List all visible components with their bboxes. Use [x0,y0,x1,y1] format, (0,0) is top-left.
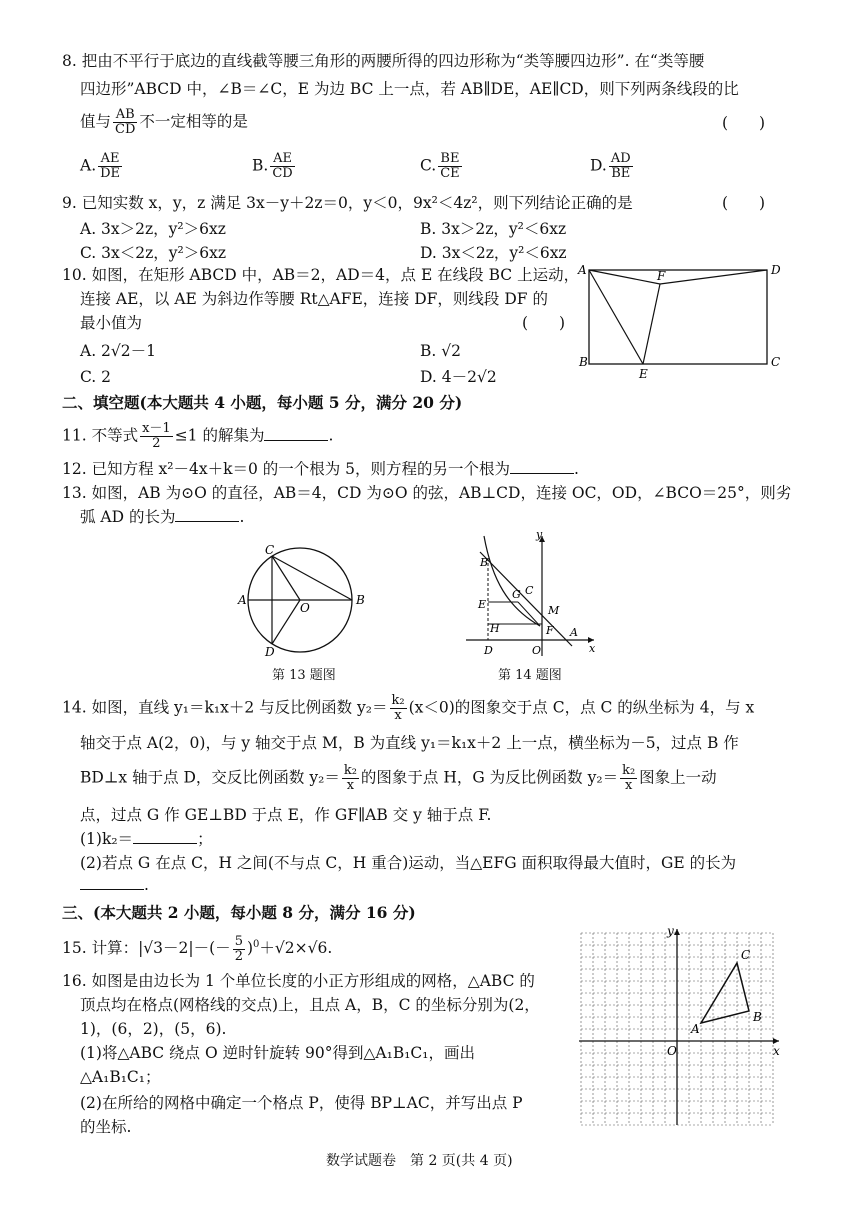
q11-fraction [140,422,173,451]
frac-den: CD [272,166,293,181]
q16-grid-figure [575,925,785,1130]
frac-den: 2 [152,436,161,451]
frac-num: k₂ [343,763,357,778]
q14-graph-figure [462,528,602,658]
frac-num: k₂ [622,763,636,778]
q15-paren-left: (－ [209,939,231,958]
q8-text-post: 不一定相等的是 [139,112,248,131]
q14-line3-a: BD⊥x 轴于点 D，交反比例函数 y₂＝ [80,768,340,787]
frac-num: 5 [234,933,243,949]
q16-line1: 16. 如图是由边长为 1 个单位长度的小正方形组成的网格，△ABC 的 [62,972,535,990]
q9-stem: 9. 已知实数 x，y，z 满足 3x－y＋2z＝0，y＜0，9x²＜4z²，则下列结论正确的是 [62,194,633,212]
q8-option-c [420,152,464,181]
label-a: A [691,1022,700,1036]
q14-sub2: (2)若点 G 在点 C，H 之间(不与点 C，H 重合)运动，当△EFG 面积取得最大值时，GE 的长为 [80,854,737,872]
q14-line3-b: 的图象于点 H，G 为反比例函数 y₂＝ [360,768,619,787]
answer-blank[interactable] [510,459,574,474]
label-a: A [578,263,587,277]
q8-option-d [590,152,635,181]
section-2-title: 二、填空题(本大题共 4 小题，每小题 5 分，满分 20 分) [62,393,463,412]
frac-den: 2 [234,948,243,964]
frac-num: x－1 [142,421,171,436]
q12-end: . [574,460,579,478]
q13-line2-text: 弧 AD 的长为 [80,508,176,526]
q8-line3 [80,108,248,137]
frac-den: x [346,778,355,793]
frac-num: BE [438,152,461,167]
q9-answer-paren: ( ) [722,194,766,212]
q14-fraction-3 [620,764,637,793]
frac-num: AE [270,152,294,167]
label-a: A [570,626,578,639]
q10-option-b: B. √2 [420,342,461,360]
label-f: F [657,269,666,283]
label-f: F [546,624,554,637]
q9-option-a: A. 3x＞2z，y²＞6xz [80,220,226,238]
q16-line6: (2)在所给的网格中确定一个格点 P，使得 BP⊥AC，并写出点 P [80,1094,523,1112]
q12-text: 12. 已知方程 x²－4x＋k＝0 的一个根为 5，则方程的另一个根为 [62,460,511,478]
label-e: E [478,598,487,611]
answer-blank[interactable] [175,507,239,522]
label-b: B [480,556,489,569]
option-fraction [270,152,294,181]
page-footer: 数学试题卷 第 2 页(共 4 页) [326,1153,513,1169]
frac-num: k₂ [391,693,405,708]
label-b: B [356,593,365,607]
q14-line1-b: (x＜0)的图象交于点 C，点 C 的纵坐标为 4，与 x [408,698,755,717]
label-d: D [484,644,493,657]
label-d: D [265,645,275,658]
q14-sub2-end: . [144,876,149,894]
q14-sub1 [80,828,213,850]
label-b: B [753,1010,762,1024]
label-b: B [579,355,588,369]
q10-option-c: C. 2 [80,368,112,386]
q15 [62,934,332,964]
label-x: x [589,642,596,655]
q13-caption: 第 13 题图 [272,668,336,683]
q15-exponent: 0 [253,939,260,950]
q16-line2: 顶点均在格点(网格线的交点)上，且点 A，B，C 的坐标分别为(2， [80,996,540,1014]
answer-blank[interactable] [133,829,197,844]
q8-text-pre: 值与 [80,112,112,131]
q15-paren-right: ) [246,939,254,958]
label-h: H [490,622,500,635]
label-m: M [548,604,560,617]
q13-circle-figure [232,540,372,658]
q14-line2: 轴交于点 A(2，0)，与 y 轴交于点 M，B 为直线 y₁＝k₁x＋2 上一点，横坐标为－5，过点 B 作 [80,734,739,752]
label-o: O [532,644,542,657]
q16-line5: △A₁B₁C₁； [80,1068,161,1086]
q10-line3: 最小值为 [80,314,143,332]
q13-line1: 13. 如图，AB 为⊙O 的直径，AB＝4，CD 为⊙O 的弦，AB⊥CD，连接 OC，OD，∠BCO＝25°，则劣 [62,484,792,502]
option-label: D. [590,156,607,175]
q16-line3: 1)，(6，2)，(5，6). [80,1020,227,1038]
q14-sub1-b: ； [197,830,213,848]
q10-answer-paren: ( ) [522,314,566,332]
frac-den: x [624,778,633,793]
q16-line4: (1)将△ABC 绕点 O 逆时针旋转 90°得到△A₁B₁C₁，画出 [80,1044,476,1062]
option-fraction [609,152,633,181]
label-x: x [773,1044,780,1058]
q10-option-a: A. 2√2－1 [80,342,157,360]
q10-rectangle-figure [575,262,785,380]
frac-den: BE [611,166,631,181]
label-a: A [238,593,247,607]
frac-den: DE [100,166,121,181]
q8-frac-num: AB [113,108,137,123]
frac-den: x [394,708,402,723]
label-c: C [741,948,751,962]
q8-fraction [113,108,137,137]
q14-sub1-a: (1)k₂＝ [80,830,134,848]
frac-num: AD [610,151,631,166]
option-fraction [98,152,122,181]
q14-fraction-2 [342,764,359,793]
label-o: O [667,1044,677,1058]
q11-end: . [328,426,334,445]
q10-option-d: D. 4－2√2 [420,368,497,386]
q9-option-b: B. 3x＞2z，y²＜6xz [420,220,567,238]
q14-fraction-1 [390,694,407,723]
q9-option-d: D. 3x＜2z，y²＜6xz [420,244,567,262]
option-fraction [438,152,461,181]
label-o: O [300,601,310,615]
q8-option-a [80,152,124,181]
label-g: G [512,588,521,601]
q14-line1-a: 14. 如图，直线 y₁＝k₁x＋2 与反比例函数 y₂＝ [62,698,388,717]
label-c: C [265,543,275,557]
q8-line1: 8. 把由不平行于底边的直线截等腰三角形的两腰所得的四边形称为“类等腰四边形”. 在“类等腰 [62,52,705,70]
label-y: y [536,528,543,541]
q11 [62,422,333,451]
q8-line2: 四边形”ABCD 中，∠B＝∠C，E 为边 BC 上一点，若 AB∥DE，AE∥CD，则下列两条线段的比 [80,80,739,98]
label-d: D [771,263,781,277]
q15-post: ＋√2×√6. [259,939,333,958]
q16-line7: 的坐标. [80,1118,132,1136]
q14-line3 [80,764,717,793]
q12 [62,458,579,480]
option-label: A. [80,156,97,175]
q13-line2 [80,506,244,528]
q11-post: ≤1 的解集为 [174,426,265,445]
q14-line4: 点，过点 G 作 GE⊥BD 于点 E，作 GF∥AB 交 y 轴于点 F. [80,806,492,824]
q15-pre: 15. 计算：|√3－2|－ [62,939,210,958]
q14-line3-c: 图象上一动 [639,768,717,787]
label-c: C [771,355,781,369]
q11-pre: 11. 不等式 [62,426,139,445]
q8-answer-paren: ( ) [722,114,766,132]
section-3-title: 三、(本大题共 2 小题，每小题 8 分，满分 16 分) [62,903,416,922]
q8-option-b [252,152,297,181]
q14-caption: 第 14 题图 [498,668,562,683]
q13-end: . [239,508,245,526]
q14-sub2-answer [80,874,149,896]
q14-line1 [62,694,754,723]
option-label: B. [252,156,269,175]
q10-line1: 10. 如图，在矩形 ABCD 中，AB＝2，AD＝4，点 E 在线段 BC 上运动， [62,266,580,284]
q9-option-c: C. 3x＜2z，y²＞6xz [80,244,227,262]
label-c: C [525,584,534,597]
q15-fraction [233,935,245,964]
answer-blank[interactable] [264,426,328,441]
label-e: E [639,367,648,380]
answer-blank[interactable] [80,875,144,890]
q10-line2: 连接 AE，以 AE 为斜边作等腰 Rt△AFE，连接 DF，则线段 DF 的 [80,290,548,308]
frac-num: AE [98,152,122,167]
option-label: C. [420,156,437,175]
q8-frac-den: CD [115,122,136,137]
label-y: y [667,925,674,938]
frac-den: CE [440,166,460,181]
